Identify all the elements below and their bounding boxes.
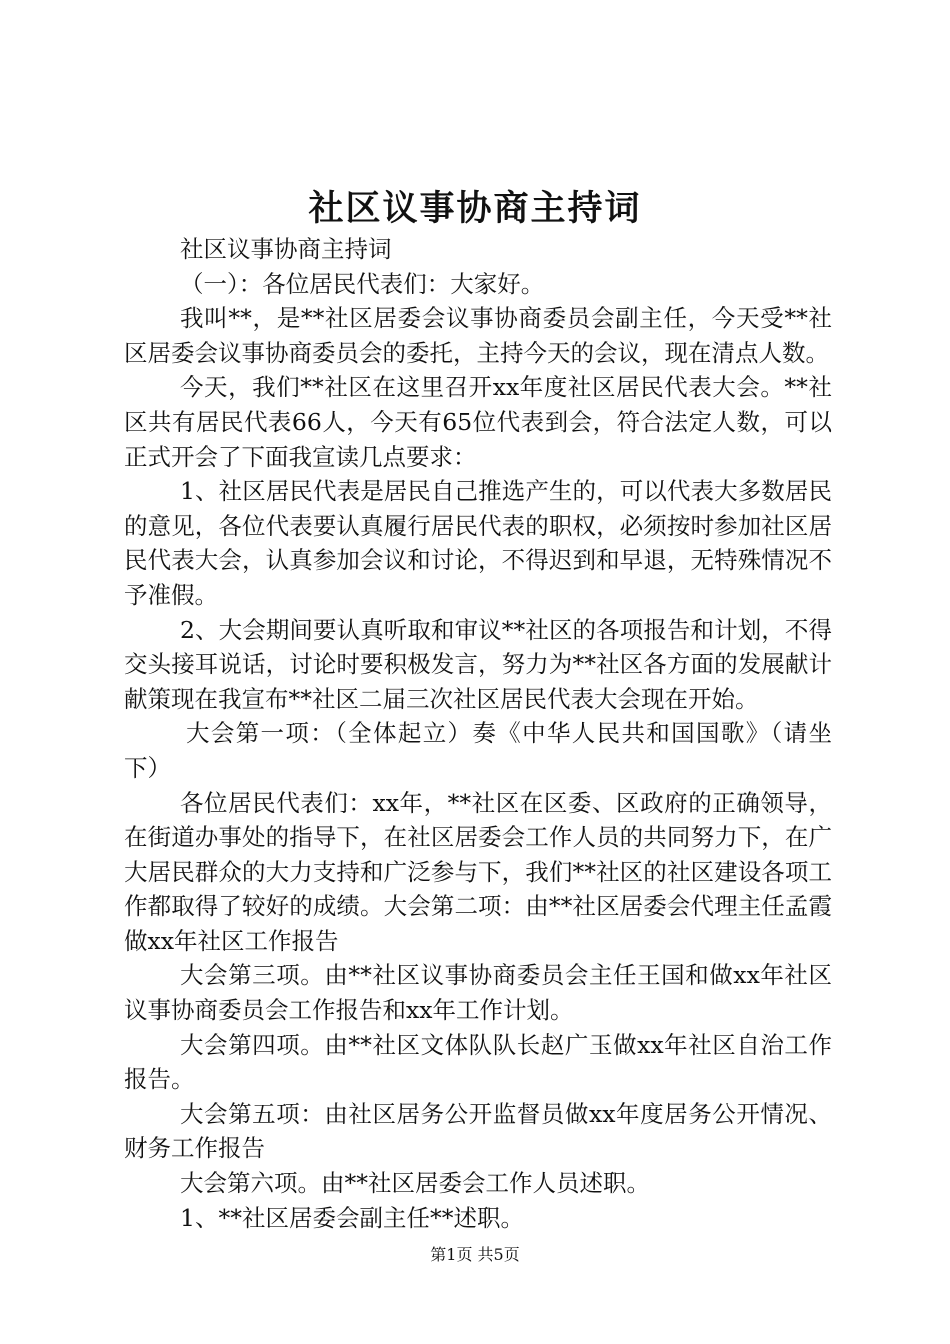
paragraph: 2、大会期间要认真听取和审议**社区的各项报告和计划，不得交头接耳说话，讨论时要积极发言，努力为**社区各方面的发展献计献策现在我宣布**社区二届三次社区居民代表大会现在开始。 [124, 615, 832, 713]
paragraph: 各位居民代表们：xx年，**社区在区委、区政府的正确领导，在街道办事处的指导下，在社区居委会工作人员的共同努力下，在广大居民群众的大力支持和广泛参与下，我们**社区的社区建设各项工作都取得了较好的成绩。大会第二项：由**社区居委会代理主任孟霞做xx年社区工作报告 [124, 788, 832, 955]
paragraph: 我叫**，是**社区居委会议事协商委员会副主任，今天受**社区居委会议事协商委员会的委托，主持今天的会议，现在清点人数。 [124, 304, 832, 367]
paragraph: （一）：各位居民代表们：大家好。 [180, 269, 545, 298]
paragraph: 今天，我们**社区在这里召开xx年度社区居民代表大会。**社区共有居民代表66人，今天有65位代表到会，符合法定人数，可以正式开会了下面我宣读几点要求： [124, 373, 832, 471]
paragraph: 1、**社区居委会副主任**述职。 [180, 1203, 524, 1232]
paragraph: 大会第五项：由社区居务公开监督员做xx年度居务公开情况、财务工作报告 [124, 1099, 832, 1163]
paragraph: 社区议事协商主持词 [180, 235, 392, 263]
paragraph: 大会第三项。由**社区议事协商委员会主任王国和做xx年社区议事协商委员会工作报告和xx年工作计划。 [124, 961, 832, 1025]
document-body [124, 232, 832, 1235]
paragraph: 大会第六项。由**社区居委会工作人员述职。 [180, 1169, 650, 1198]
page-footer: 第1页 共5页 [430, 1245, 520, 1264]
paragraph: 大会第一项：（全体起立）奏《中华人民共和国国歌》（请坐下） [124, 719, 832, 782]
paragraph: 大会第四项。由**社区文体队队长赵广玉做xx年社区自治工作报告。 [124, 1030, 832, 1094]
paragraph: 1、社区居民代表是居民自己推选产生的，可以代表大多数居民的意见，各位代表要认真履行居民代表的职权，必须按时参加社区居民代表大会，认真参加会议和讨论，不得迟到和早退，无特殊情况不予准假。 [124, 477, 832, 609]
document-title: 社区议事协商主持词 [308, 188, 642, 229]
